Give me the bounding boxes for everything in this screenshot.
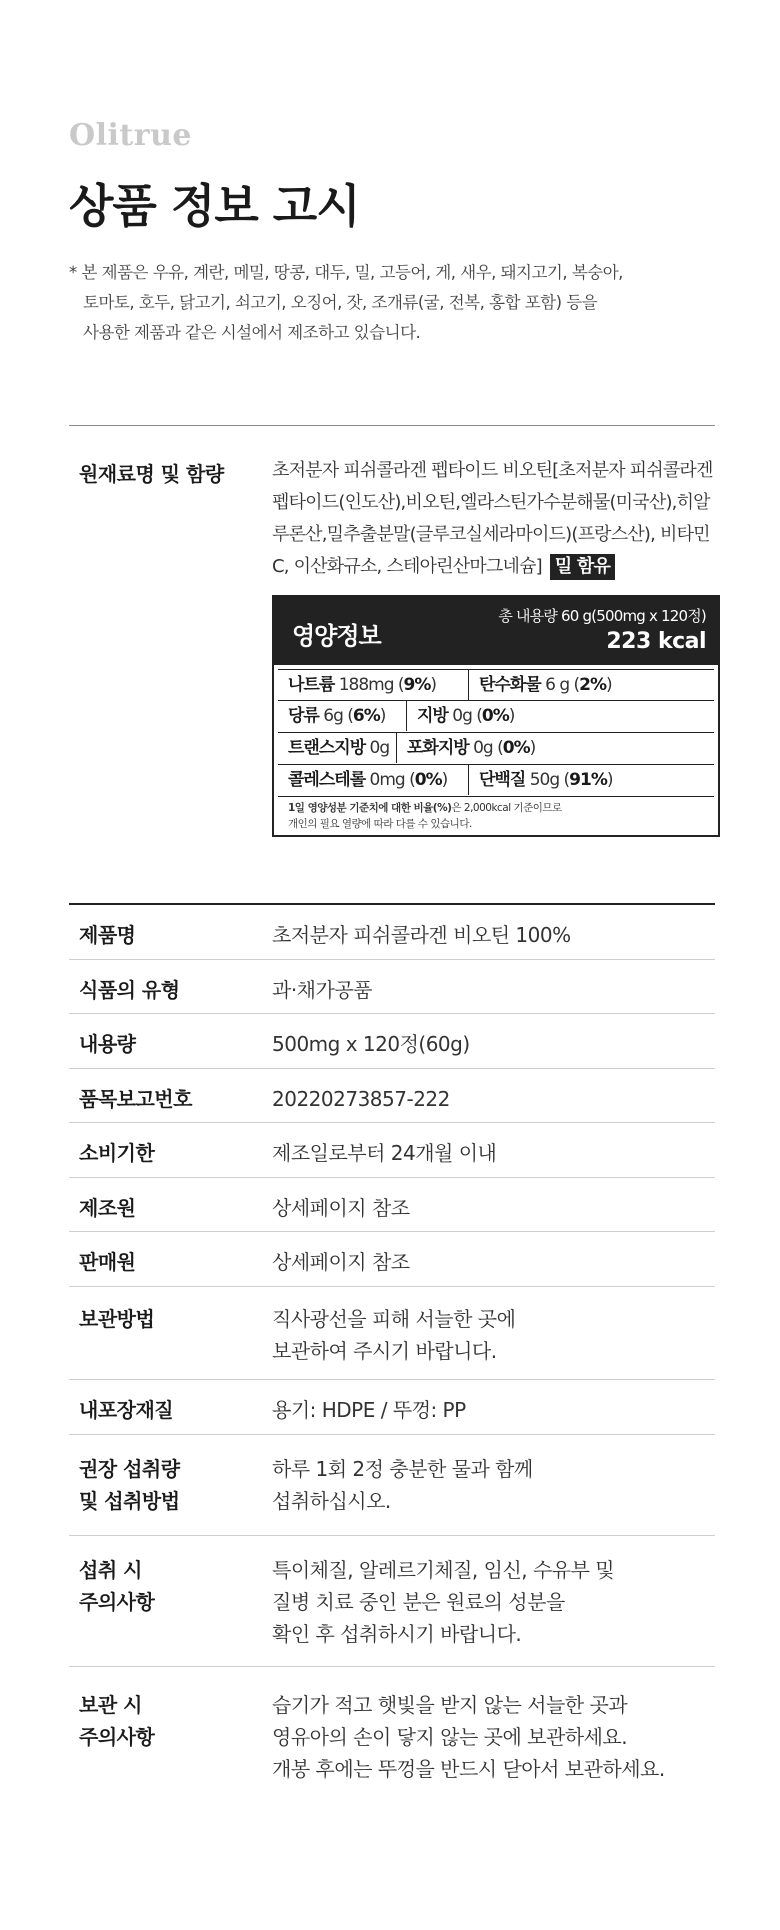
info-label-line: 주의사항 [79, 1590, 155, 1614]
info-row [69, 1123, 715, 1178]
nutrient-cell: 탄수화물 6 g (2%) [468, 670, 714, 700]
info-row [69, 1536, 715, 1667]
info-label-line: 식품의 유형 [79, 978, 180, 1002]
info-value-line: 섭취하십시오. [272, 1489, 391, 1513]
info-label [79, 1554, 154, 1618]
info-value-line: 질병 치료 중인 분은 원료의 성분을 [272, 1590, 565, 1614]
nutrition-header [274, 597, 718, 665]
info-label-line: 보관방법 [79, 1307, 155, 1331]
info-label [79, 919, 135, 951]
nutrient-amount: 50g [529, 770, 560, 790]
info-value [272, 1246, 410, 1278]
info-label-line: 제조원 [79, 1196, 136, 1220]
info-label [79, 1246, 135, 1278]
info-value [272, 1137, 496, 1169]
nutrition-row [278, 765, 714, 797]
info-row [69, 960, 715, 1014]
info-value [272, 919, 571, 951]
info-label-line: 섭취 시 [79, 1558, 142, 1582]
nutrient-amount: 188mg [338, 675, 394, 695]
info-value [272, 1554, 614, 1650]
info-value-line: 습기가 적고 햇빛을 받지 않는 서늘한 곳과 [272, 1693, 628, 1717]
info-value-line: 특이체질, 알레르기체질, 임신, 수유부 및 [272, 1558, 615, 1582]
info-label [79, 1192, 135, 1224]
info-label [79, 1083, 192, 1115]
allergen-notice [69, 258, 709, 348]
info-label-line: 품목보고번호 [79, 1087, 192, 1111]
info-value [272, 1192, 410, 1224]
info-value-line: 직사광선을 피해 서늘한 곳에 [272, 1307, 516, 1331]
info-label [79, 1028, 135, 1060]
nutrient-percent: 0% [502, 738, 530, 758]
info-value-line: 용기: HDPE / 뚜껑: PP [272, 1398, 466, 1422]
nutrient-percent: 0% [481, 706, 509, 726]
nutrition-footnote [288, 800, 562, 832]
brand-logo: Olitrue [69, 118, 192, 153]
nutrient-amount: 0g [452, 706, 472, 726]
info-value-line: 개봉 후에는 뚜껑을 반드시 닫아서 보관하세요. [272, 1757, 665, 1781]
ingredients-line: 루론산,밀추출분말(글루코실세라마이드)(프랑스산), 비타민 [272, 524, 710, 545]
info-row [69, 1069, 715, 1123]
info-value-line: 하루 1회 2정 충분한 물과 함께 [272, 1457, 533, 1481]
info-value-line: 확인 후 섭취하시기 바랍니다. [272, 1622, 522, 1646]
info-label-line: 및 섭취방법 [79, 1489, 180, 1513]
info-value [272, 1028, 470, 1060]
nutrition-total-amount: 총 내용량 60 g(500mg x 120정) [498, 607, 706, 625]
nutrient-cell: 당류 6g (6%) [288, 706, 386, 726]
ingredients-line: 펩타이드(인도산),비오틴,엘라스틴가수분해물(미국산),히알 [272, 492, 710, 513]
info-value-line: 500mg x 120정(60g) [272, 1032, 470, 1056]
info-value-line: 상세페이지 참조 [272, 1196, 410, 1220]
info-row [69, 905, 715, 960]
info-value [272, 1303, 515, 1367]
nutrient-cell: 지방 0g (0%) [406, 701, 714, 731]
footnote-text: 은 2,000kcal 기준이므로 [451, 802, 562, 814]
nutrient-percent: 0% [414, 770, 442, 790]
info-value [272, 1689, 665, 1785]
nutrient-cell: 단백질 50g (91%) [468, 765, 714, 795]
info-label-line: 제품명 [79, 923, 136, 947]
info-row [69, 1232, 715, 1287]
nutrient-cell: 포화지방 0g (0%) [396, 733, 714, 763]
info-row [69, 1380, 715, 1435]
info-label-line: 권장 섭취량 [79, 1457, 180, 1481]
info-label-line: 판매원 [79, 1250, 136, 1274]
nutrition-facts-table [272, 595, 720, 837]
nutrient-percent: 6% [352, 706, 380, 726]
section-divider [69, 425, 715, 426]
info-row [69, 1014, 715, 1069]
info-value-line: 영유아의 손이 닿지 않는 곳에 보관하세요. [272, 1725, 628, 1749]
nutrition-row [278, 701, 714, 733]
nutrient-name: 나트륨 [288, 675, 335, 695]
notice-line: * 본 제품은 우유, 계란, 메밀, 땅콩, 대두, 밀, 고등어, 게, 새우, 돼지고기, 복숭아, [69, 263, 623, 282]
info-label-line: 주의사항 [79, 1725, 155, 1749]
footnote-line2: 개인의 필요 열량에 따라 다를 수 있습니다. [288, 818, 472, 830]
info-row [69, 1667, 715, 1837]
nutrient-amount: 0g [369, 738, 390, 758]
info-value [272, 974, 372, 1006]
nutrient-name: 단백질 [479, 770, 526, 790]
nutrient-amount: 0mg [369, 770, 405, 790]
info-label-line: 소비기한 [79, 1141, 155, 1165]
info-label [79, 1453, 180, 1517]
info-value [272, 1453, 533, 1517]
nutrient-cell: 나트륨 188mg (9%) [288, 675, 437, 695]
nutrition-calories: 223 kcal [606, 629, 706, 654]
info-row [69, 1178, 715, 1232]
nutrient-percent: 91% [569, 770, 607, 790]
nutrient-percent: 2% [579, 675, 607, 695]
nutrient-amount: 6g [323, 706, 343, 726]
info-value-line: 과·채가공품 [272, 978, 372, 1002]
ingredients-text [272, 455, 727, 583]
ingredients-line-last [272, 551, 727, 583]
info-value-line: 20220273857-222 [272, 1087, 450, 1111]
nutrition-title: 영양정보 [292, 622, 381, 650]
nutrient-name: 당류 [288, 706, 319, 726]
nutrient-amount: 6 g [545, 675, 570, 695]
info-label-line: 내용량 [79, 1032, 136, 1056]
footnote-bold: 1일 영양성분 기준치에 대한 비율(%) [288, 802, 452, 814]
info-value [272, 1394, 466, 1426]
info-label [79, 1689, 154, 1753]
nutrition-row [278, 733, 714, 765]
nutrition-row [278, 669, 714, 701]
notice-line: 사용한 제품과 같은 시설에서 제조하고 있습니다. [83, 323, 421, 342]
info-value-line: 제조일로부터 24개월 이내 [272, 1141, 497, 1165]
info-label-line: 보관 시 [79, 1693, 142, 1717]
info-label [79, 974, 180, 1006]
info-value [272, 1083, 450, 1115]
nutrient-name: 콜레스테롤 [288, 770, 366, 790]
info-label [79, 1303, 154, 1335]
info-label [79, 1394, 173, 1426]
ingredients-label: 원재료명 및 함량 [79, 462, 224, 486]
nutrient-amount: 0g [473, 738, 493, 758]
info-value-line: 초저분자 피쉬콜라겐 비오틴 100% [272, 923, 571, 947]
page-title: 상품 정보 고시 [69, 179, 360, 233]
info-value-line: 상세페이지 참조 [272, 1250, 410, 1274]
info-value-line: 보관하여 주시기 바랍니다. [272, 1339, 497, 1363]
nutrient-cell: 콜레스테롤 0mg (0%) [288, 770, 448, 790]
notice-line: 토마토, 호두, 닭고기, 쇠고기, 오징어, 잣, 조개류(굴, 전복, 홍합 포함) 등을 [83, 293, 598, 312]
allergen-badge: 밀 함유 [550, 554, 615, 580]
ingredients-line: C, 이산화규소, 스테아린산마그네슘] [272, 556, 542, 577]
ingredients-line: 초저분자 피쉬콜라겐 펩타이드 비오틴[초저분자 피쉬콜라겐 [272, 460, 713, 481]
nutrient-percent: 9% [403, 675, 431, 695]
nutrient-name: 트랜스지방 [288, 738, 366, 758]
nutrient-name: 지방 [417, 706, 448, 726]
nutrient-cell [278, 733, 389, 763]
nutrient-name: 포화지방 [407, 738, 469, 758]
nutrient-name: 탄수화물 [479, 675, 541, 695]
info-row [69, 1435, 715, 1536]
info-label [79, 1137, 154, 1169]
info-label-line: 내포장재질 [79, 1398, 174, 1422]
info-row [69, 1287, 715, 1380]
